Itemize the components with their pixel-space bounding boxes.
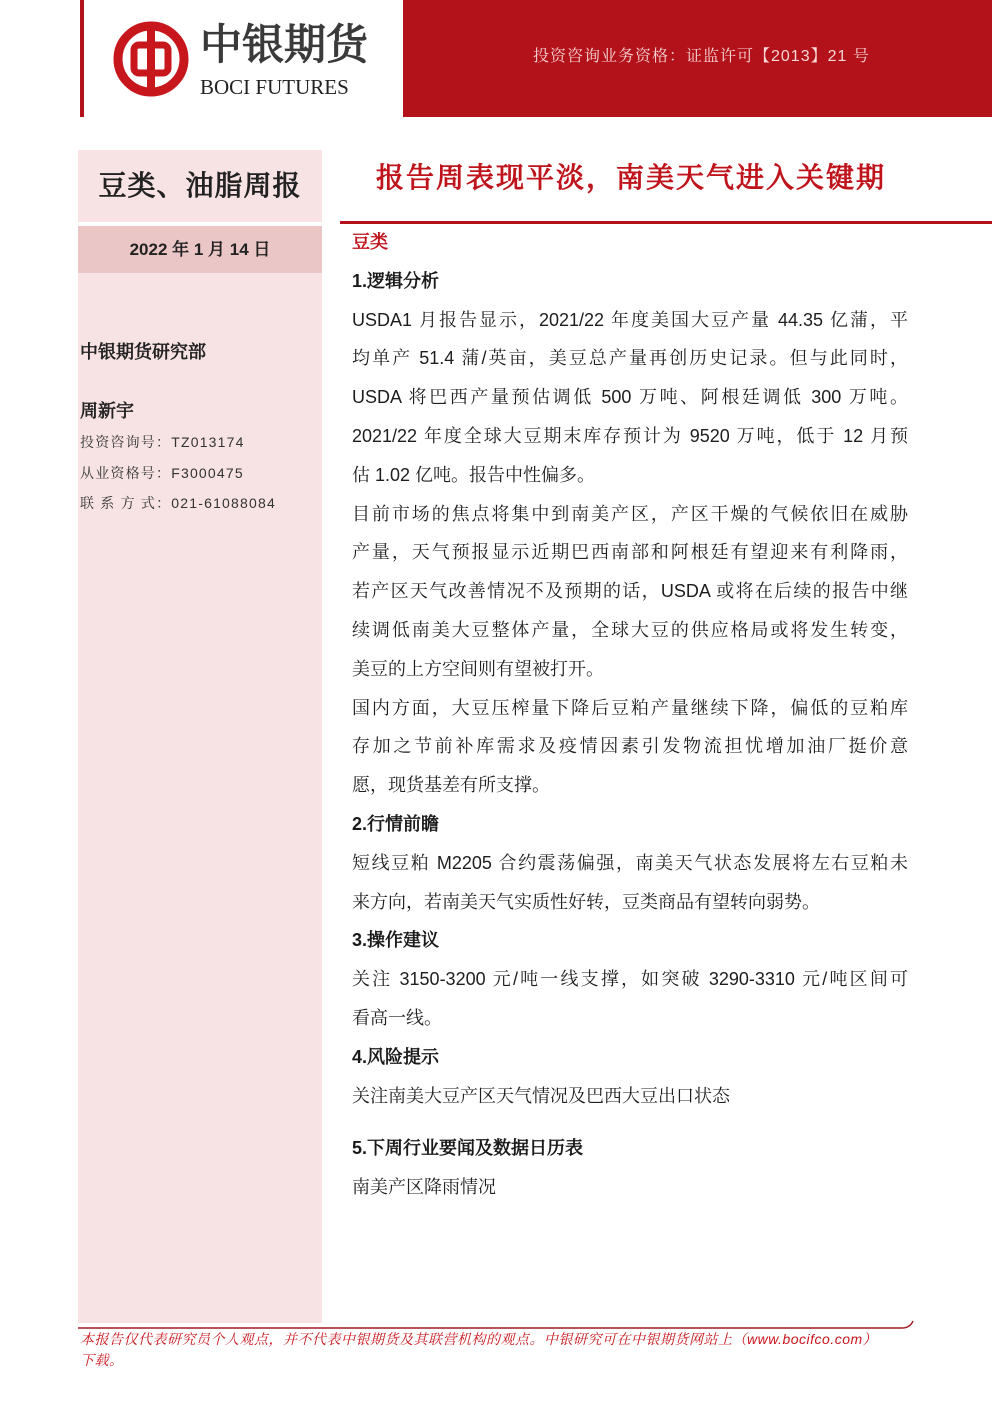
paragraph-line: 存加之节前补库需求及疫情因素引发物流担忧增加油厂挺价意 bbox=[352, 736, 908, 757]
paragraph-line: 愿，现货基差有所支撑。 bbox=[352, 775, 550, 796]
boci-logo-icon bbox=[110, 18, 192, 100]
paragraph-line: 2021/22 年度全球大豆期末库存预计为 9520 万吨，低于 12 月预 bbox=[352, 425, 908, 446]
section-heading: 1.逻辑分析 bbox=[352, 270, 440, 291]
paragraph-line: 关注南美大豆产区天气情况及巴西大豆出口状态 bbox=[352, 1085, 730, 1106]
company-name-cn: 中银期货 bbox=[200, 23, 369, 69]
paragraph bbox=[352, 301, 908, 495]
paragraph bbox=[352, 1077, 908, 1116]
paragraph-line: 看高一线。 bbox=[352, 1007, 442, 1028]
paragraph bbox=[352, 960, 908, 1038]
paragraph-line: 续调低南美大豆整体产量，全球大豆的供应格局或将发生转变， bbox=[352, 619, 908, 640]
footer-disclaimer-line: 下载。 bbox=[80, 1352, 124, 1368]
report-body bbox=[352, 223, 908, 1207]
license-text: 投资咨询业务资格：证监许可【2013】21 号 bbox=[533, 48, 870, 65]
paragraph-line: USDA 将巴西产量预估调低 500 万吨、阿根廷调低 300 万吨。 bbox=[352, 387, 908, 408]
category-label: 豆类 bbox=[352, 232, 388, 252]
paragraph-line: 来方向，若南美天气实质性好转，豆类商品有望转向弱势。 bbox=[352, 891, 820, 912]
paragraph bbox=[352, 1168, 908, 1207]
footer-disclaimer bbox=[80, 1329, 877, 1371]
section-heading: 4.风险提示 bbox=[352, 1046, 440, 1067]
paragraph-line: 国内方面，大豆压榨量下降后豆粕产量继续下降，偏低的豆粕库 bbox=[352, 697, 908, 718]
analyst-name: 周新宇 bbox=[80, 401, 134, 421]
paragraph-line: 关注 3150-3200 元/吨一线支撑，如突破 3290-3310 元/吨区间可 bbox=[352, 969, 908, 990]
report-type-title: 豆类、油脂周报 bbox=[98, 170, 302, 201]
section-heading: 5.下周行业要闻及数据日历表 bbox=[352, 1138, 584, 1159]
paragraph-line: 估 1.02 亿吨。报告中性偏多。 bbox=[352, 464, 596, 485]
section-logic-analysis bbox=[352, 262, 908, 805]
sidebar bbox=[78, 150, 322, 1323]
paragraph-line: 目前市场的焦点将集中到南美产区，产区干燥的气候依旧在威胁 bbox=[352, 503, 908, 524]
section-risk-notice bbox=[352, 1038, 908, 1116]
analyst-consult-no: 投资咨询号：TZ013174 bbox=[80, 434, 245, 450]
paragraph bbox=[352, 689, 908, 805]
analyst-qualification-no: 从业资格号：F3000475 bbox=[80, 465, 244, 481]
paragraph-line: 短线豆粕 M2205 合约震荡偏强，南美天气状态发展将左右豆粕未 bbox=[352, 852, 908, 873]
header-accent-bar bbox=[80, 0, 84, 117]
paragraph-line: 均单产 51.4 蒲/英亩，美豆总产量再创历史记录。但与此同时， bbox=[352, 348, 908, 369]
header-banner bbox=[403, 0, 992, 117]
section-market-outlook bbox=[352, 805, 908, 921]
paragraph bbox=[352, 844, 908, 922]
section-heading: 2.行情前瞻 bbox=[352, 813, 440, 834]
paragraph-line: 美豆的上方空间则有望被打开。 bbox=[352, 658, 604, 679]
section-trading-advice bbox=[352, 921, 908, 1037]
boci-logo-graphic bbox=[110, 18, 192, 100]
paragraph-line: 南美产区降雨情况 bbox=[352, 1177, 496, 1198]
section-next-week-calendar bbox=[352, 1129, 908, 1207]
section-heading: 3.操作建议 bbox=[352, 930, 440, 951]
report-title: 报告周表现平淡，南美天气进入关键期 bbox=[375, 162, 886, 193]
analyst-contact: 联 系 方 式：021-61088084 bbox=[80, 495, 276, 511]
footer-disclaimer-line: 本报告仅代表研究员个人观点，并不代表中银期货及其联营机构的观点。中银研究可在中银期货网站上（www.bocifco.com） bbox=[80, 1331, 878, 1347]
paragraph-line: USDA1 月报告显示，2021/22 年度美国大豆产量 44.35 亿蒲，平 bbox=[352, 309, 908, 330]
paragraph-line: 产量，天气预报显示近期巴西南部和阿根廷有望迎来有利降雨， bbox=[352, 542, 908, 563]
paragraph bbox=[352, 495, 908, 689]
paragraph-line: 若产区天气改善情况不及预期的话，USDA 或将在后续的报告中继 bbox=[352, 581, 908, 602]
report-date: 2022 年 1 月 14 日 bbox=[78, 226, 322, 273]
research-department: 中银期货研究部 bbox=[80, 342, 206, 362]
company-name-en: BOCI FUTURES bbox=[200, 75, 349, 99]
